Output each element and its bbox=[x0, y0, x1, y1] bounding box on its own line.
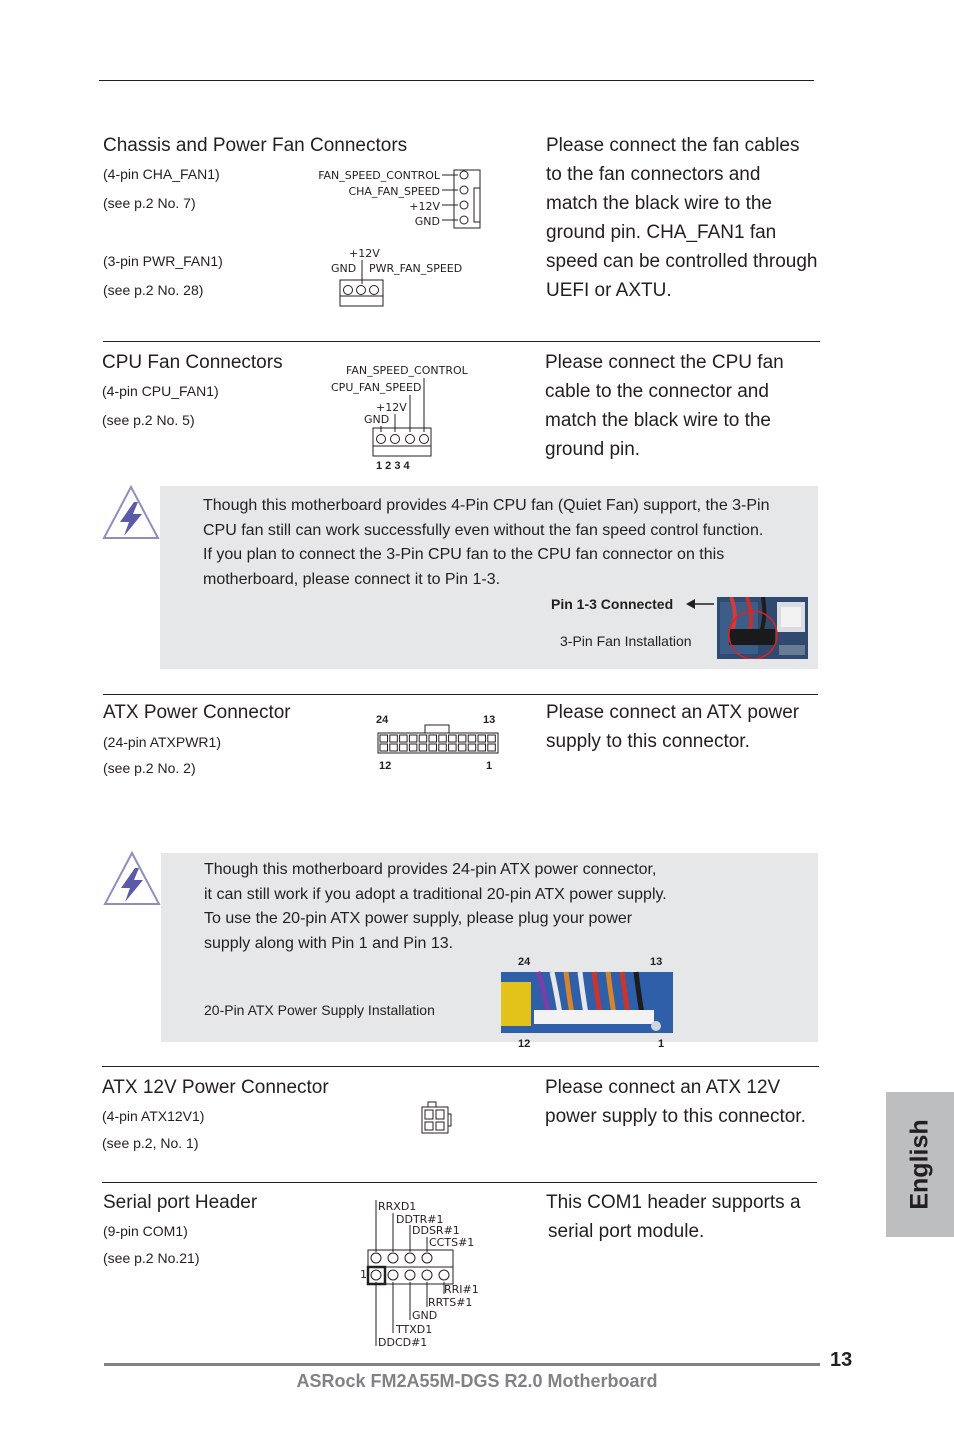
atx-photo-pin-24: 24 bbox=[518, 956, 531, 968]
top-rule bbox=[99, 80, 814, 81]
arrow-left-icon bbox=[686, 597, 716, 611]
cha-label-12v: +12V bbox=[409, 200, 440, 213]
section-divider bbox=[102, 1066, 819, 1067]
chassis-desc-line: UEFI or AXTU. bbox=[546, 280, 672, 301]
atx-pin-24: 24 bbox=[376, 714, 389, 726]
cpu-note-line: CPU fan still can work successfully even without the fan speed control function. bbox=[203, 521, 764, 539]
cha-label-fan-speed-control: FAN_SPEED_CONTROL bbox=[318, 169, 440, 182]
atx-note-line: To use the 20-pin ATX power supply, please plug your power bbox=[204, 910, 633, 927]
cpu-note-line: Though this motherboard provides 4-Pin CPU fan (Quiet Fan) support, the 3-Pin bbox=[203, 497, 770, 514]
com-label-rri1: RRI#1 bbox=[444, 1283, 479, 1296]
cpu-pin-label: (4-pin CPU_FAN1) bbox=[102, 383, 219, 399]
atx12v-see-label: (see p.2, No. 1) bbox=[102, 1135, 199, 1151]
atx-see-label: (see p.2 No. 2) bbox=[103, 760, 196, 776]
cpu-pin-numbers: 1 2 3 4 bbox=[376, 460, 410, 472]
fan-installation-caption: 3-Pin Fan Installation bbox=[560, 633, 692, 649]
chassis-see-label: (see p.2 No. 7) bbox=[103, 195, 196, 211]
com-label-ddcd1: DDCD#1 bbox=[378, 1336, 428, 1349]
fan-install-photo bbox=[717, 597, 808, 659]
cpu-desc-line: cable to the connector and bbox=[545, 381, 769, 402]
atx12v-desc-line: power supply to this connector. bbox=[545, 1106, 806, 1127]
pwr-label-12v: +12V bbox=[349, 247, 380, 260]
section-divider bbox=[103, 694, 818, 695]
atx12v-4pin-diagram bbox=[418, 1100, 454, 1138]
serial-pin-label: (9-pin COM1) bbox=[103, 1223, 188, 1239]
chassis-pin-label: (4-pin CHA_FAN1) bbox=[103, 166, 220, 182]
pin-1-3-connected-label: Pin 1-3 Connected bbox=[551, 596, 674, 612]
serial-desc-line: serial port module. bbox=[548, 1221, 705, 1242]
serial-port-title: Serial port Header bbox=[103, 1192, 258, 1213]
atx-desc-line: Please connect an ATX power bbox=[546, 702, 800, 723]
cpu-label-gnd: GND bbox=[364, 413, 390, 426]
atx12v-description bbox=[545, 1073, 835, 1131]
atx-photo-pin-12: 12 bbox=[518, 1038, 531, 1050]
section-divider bbox=[103, 341, 820, 342]
atx-photo-pin-1: 1 bbox=[658, 1038, 665, 1050]
com1-header-diagram bbox=[356, 1196, 486, 1352]
footer-text: ASRock FM2A55M-DGS R2.0 Motherboard bbox=[296, 1371, 658, 1391]
caution-icon bbox=[101, 850, 163, 910]
language-tab-label: English bbox=[905, 1119, 934, 1210]
language-tab-english bbox=[886, 1092, 954, 1237]
atx12v-pin-label: (4-pin ATX12V1) bbox=[102, 1108, 205, 1124]
serial-description bbox=[546, 1188, 836, 1246]
pwr-label-gnd: GND bbox=[331, 262, 357, 275]
caution-icon bbox=[100, 484, 162, 544]
footer-rule bbox=[104, 1363, 820, 1366]
atx-note-text bbox=[204, 858, 804, 956]
chassis-desc-line: speed can be controlled through bbox=[546, 251, 818, 272]
cha-label-cha-fan-speed: CHA_FAN_SPEED bbox=[348, 185, 440, 198]
com-label-ccts1: CCTS#1 bbox=[429, 1236, 475, 1249]
atx-note-line: Though this motherboard provides 24-pin ATX power connector, bbox=[204, 861, 657, 878]
chassis-desc-line: Please connect the fan cables bbox=[546, 135, 800, 156]
serial-desc-line: This COM1 header supports a bbox=[546, 1192, 801, 1213]
atx-pin-13: 13 bbox=[483, 714, 496, 726]
pwr-fan-diagram bbox=[328, 246, 468, 310]
atx-description bbox=[546, 698, 826, 756]
pwr-fan-see-label: (see p.2 No. 28) bbox=[103, 282, 204, 298]
cha-fan-diagram bbox=[318, 166, 488, 232]
com-label-ddsr1: DDSR#1 bbox=[412, 1224, 460, 1237]
atx-power-title: ATX Power Connector bbox=[103, 702, 291, 723]
cpu-label-fan-speed-control: FAN_SPEED_CONTROL bbox=[346, 364, 468, 377]
atx-pin-12: 12 bbox=[379, 760, 392, 772]
cpu-description bbox=[545, 348, 825, 464]
cpu-fan-note-text bbox=[203, 494, 813, 592]
atx-pin-label: (24-pin ATXPWR1) bbox=[103, 734, 221, 750]
cpu-note-line: If you plan to connect the 3-Pin CPU fan to the CPU fan connector on this bbox=[203, 546, 725, 563]
com-label-ttxd1: TTXD1 bbox=[396, 1323, 433, 1336]
page-number: 13 bbox=[830, 1349, 853, 1371]
cpu-desc-line: match the black wire to the bbox=[545, 410, 771, 431]
chassis-fan-title: Chassis and Power Fan Connectors bbox=[103, 135, 408, 156]
pwr-fan-pin-label: (3-pin PWR_FAN1) bbox=[103, 253, 223, 269]
cpu-fan-diagram bbox=[326, 360, 476, 474]
cpu-label-cpu-fan-speed: CPU_FAN_SPEED bbox=[331, 381, 422, 394]
com-label-gnd: GND bbox=[412, 1309, 438, 1322]
pwr-label-speed: PWR_FAN_SPEED bbox=[369, 262, 463, 275]
cpu-fan-title: CPU Fan Connectors bbox=[102, 352, 283, 373]
atx-photo-pin-13: 13 bbox=[650, 956, 663, 968]
atx-note-line: it can still work if you adopt a traditional 20-pin ATX power supply. bbox=[204, 885, 667, 903]
atx12v-title: ATX 12V Power Connector bbox=[102, 1077, 329, 1098]
com-label-ddtr1: DDTR#1 bbox=[396, 1213, 444, 1226]
chassis-desc-line: match the black wire to the bbox=[546, 193, 772, 214]
atx-24pin-diagram bbox=[372, 710, 504, 774]
cpu-see-label: (see p.2 No. 5) bbox=[102, 412, 195, 428]
atx-pin-1: 1 bbox=[486, 760, 493, 772]
com-label-rrxd1: RRXD1 bbox=[378, 1200, 417, 1213]
cpu-note-line: motherboard, please connect it to Pin 1-3. bbox=[203, 570, 501, 588]
atx-installation-caption: 20-Pin ATX Power Supply Installation bbox=[204, 1002, 435, 1018]
atx-desc-line: supply to this connector. bbox=[546, 731, 750, 752]
cha-label-gnd: GND bbox=[414, 215, 440, 228]
cpu-desc-line: Please connect the CPU fan bbox=[545, 352, 784, 373]
section-divider bbox=[102, 1182, 817, 1183]
com-label-rrts1: RRTS#1 bbox=[428, 1296, 473, 1309]
atx12v-desc-line: Please connect an ATX 12V bbox=[545, 1077, 781, 1098]
cpu-desc-line: ground pin. bbox=[545, 439, 641, 460]
cpu-label-12v: +12V bbox=[376, 401, 407, 414]
chassis-description bbox=[546, 131, 836, 305]
chassis-desc-line: to the fan connectors and bbox=[546, 164, 761, 185]
atx-install-photo bbox=[498, 952, 676, 1052]
atx-note-line: supply along with Pin 1 and Pin 13. bbox=[204, 934, 454, 952]
chassis-desc-line: ground pin. CHA_FAN1 fan bbox=[546, 222, 777, 243]
serial-see-label: (see p.2 No.21) bbox=[103, 1250, 200, 1266]
com-pin-1: 1 bbox=[360, 1268, 367, 1281]
